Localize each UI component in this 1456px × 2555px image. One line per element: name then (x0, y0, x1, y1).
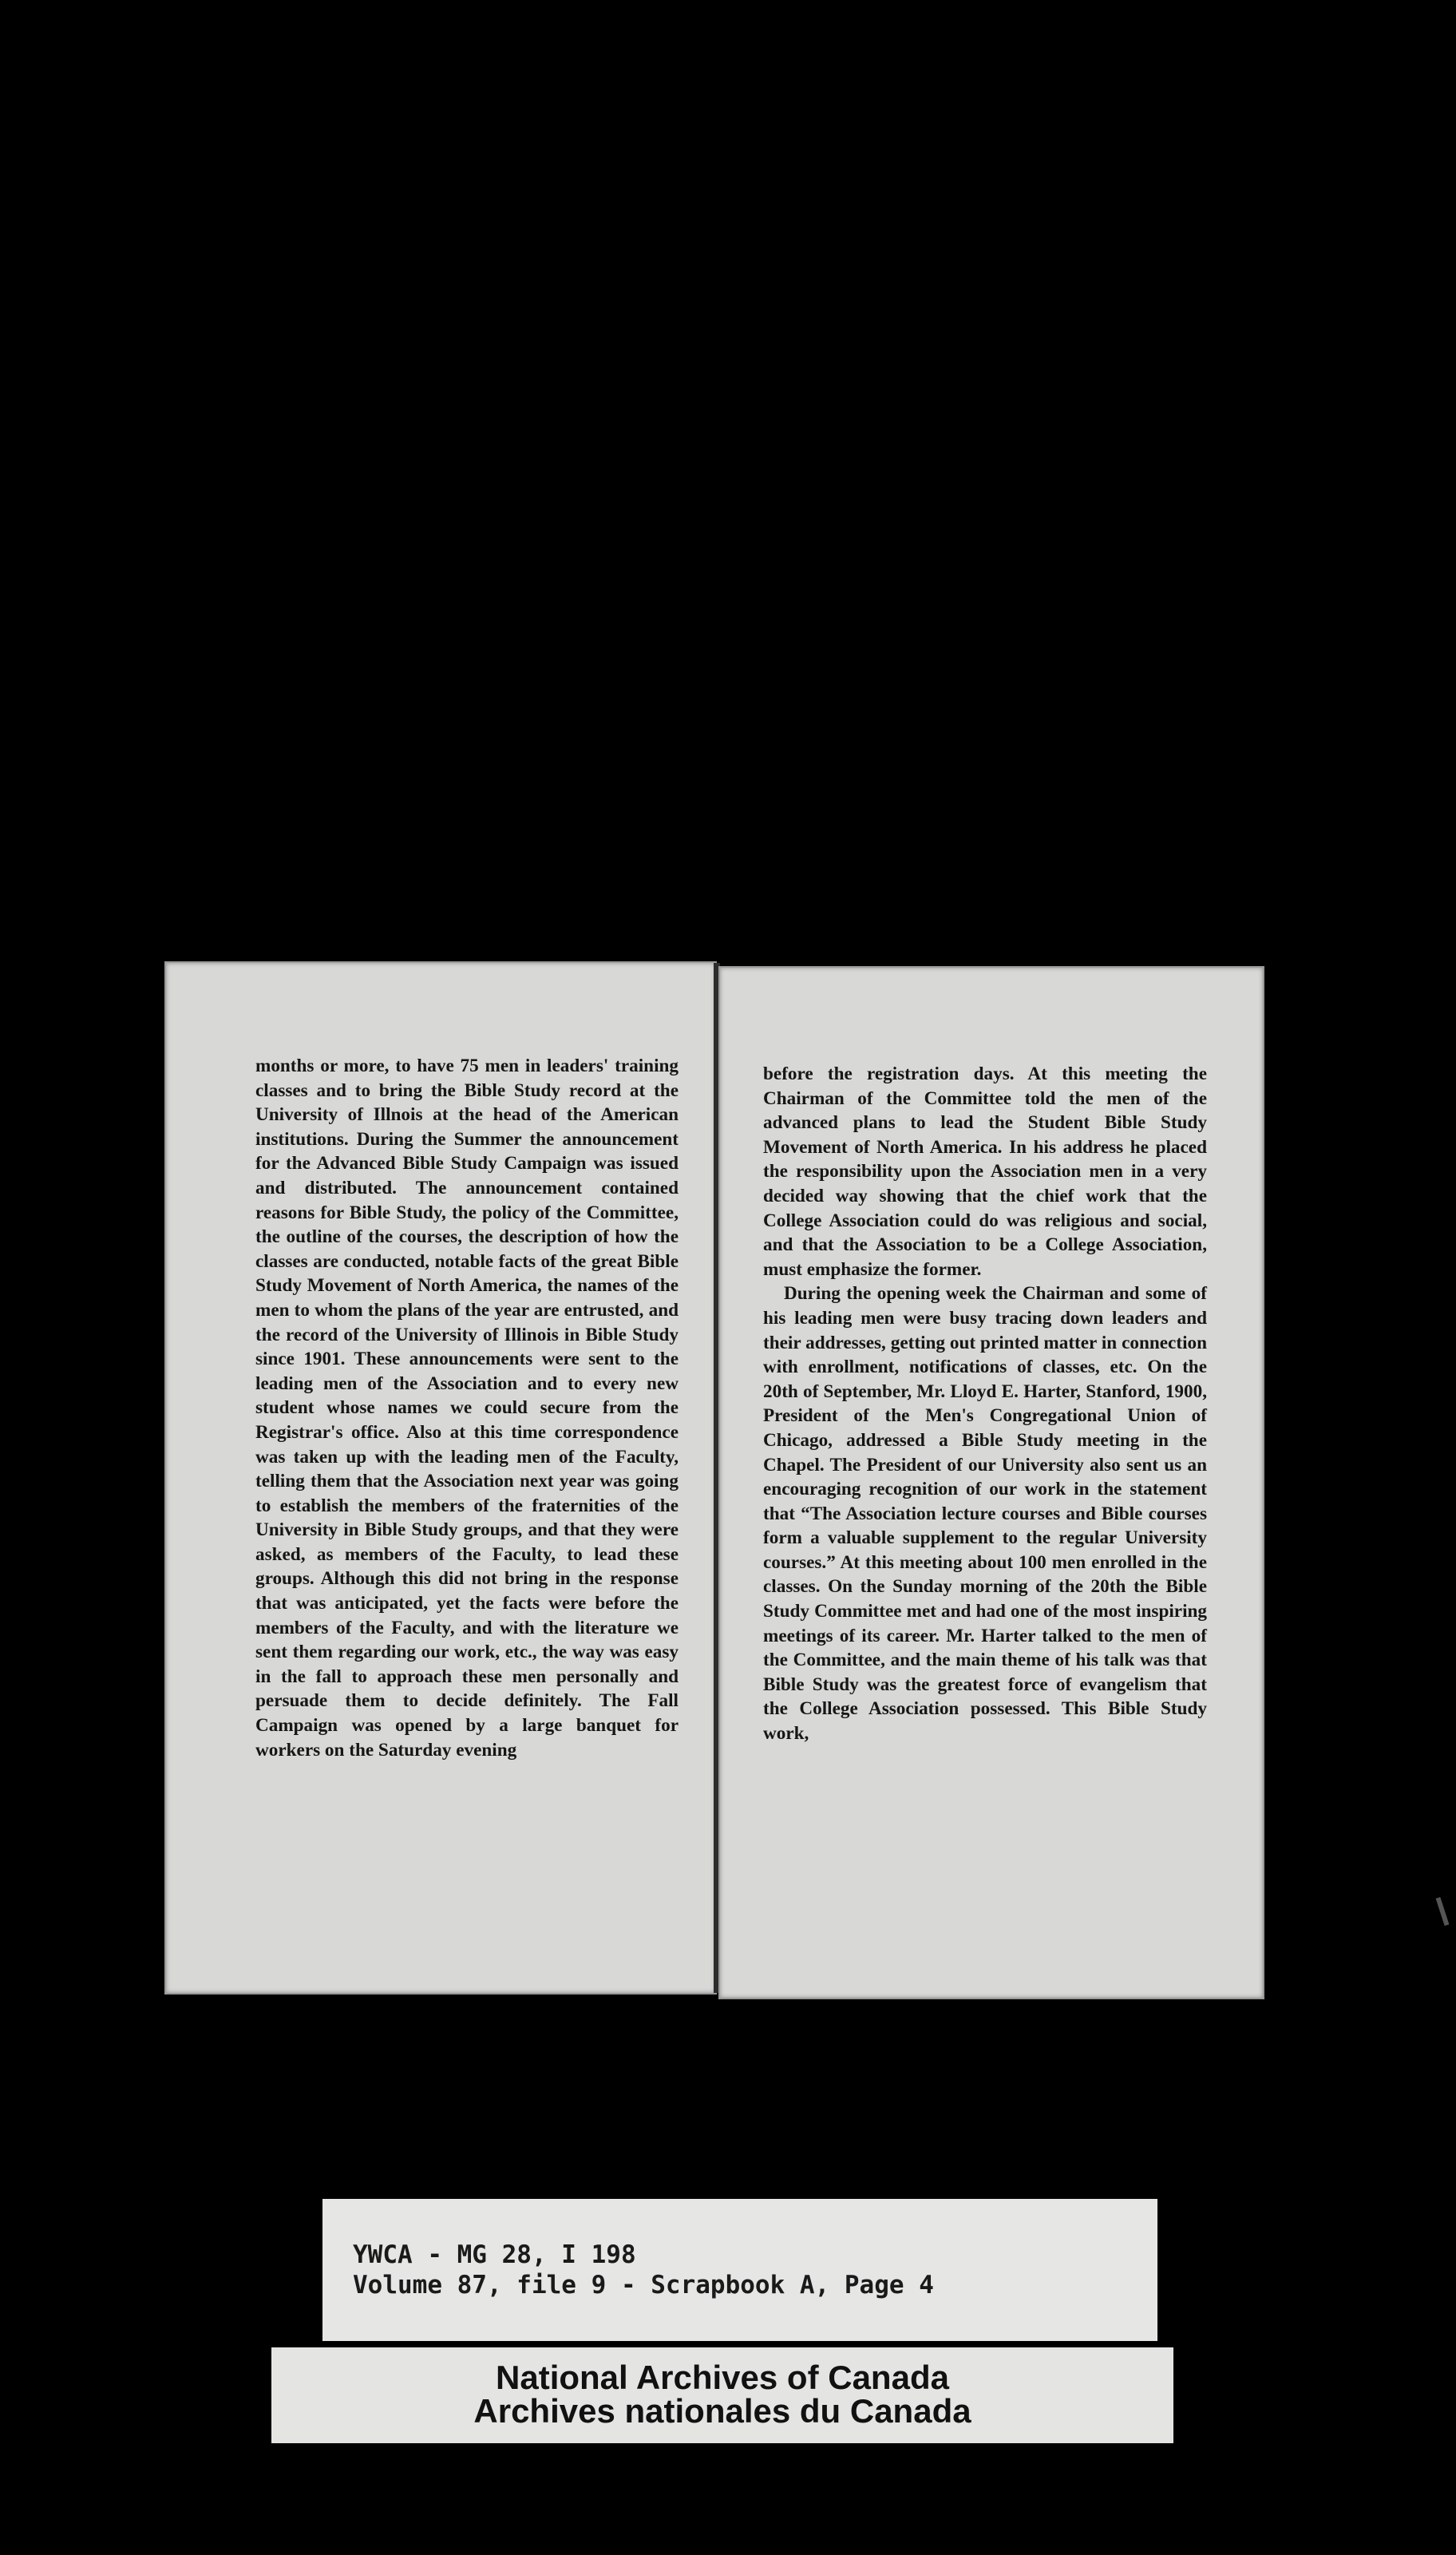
left-page-paragraph-1: months or more, to have 75 men in leaders' training classes and to bring the Bible Study record at the University of Illnois at the head of the American institutions. During the Summer the announcement for the Advanced Bible Study Campaign was issued and distributed. The announcement contained reasons for Bible Study, the policy of the Committee, the outline of the courses, the description of how the classes are conducted, notable facts of the great Bible Study Movement of North America, the names of the men to whom the plans of the year are entrusted, and the record of the University of Illinois in Bible Study since 1901. These announcements were sent to the leading men of the Association and to every new student whose names we could secure from the Registrar's office. Also at this time correspondence was taken up with the leading men of the Faculty, telling them that the Association next year was going to establish the members of the fraternities of the University in Bible Study groups, and that they were asked, as members of the Faculty, to lead these groups. Although this did not bring in the response that was anticipated, yet the facts were before the members of the Faculty, and with the literature we sent them regarding our work, etc., the way was easy in the fall to approach these men personally and persuade them to decide definitely. The Fall Campaign was opened by a large banquet for workers on the Saturday evening (255, 1056, 679, 1761)
archive-reference-line-2: Volume 87, file 9 - Scrapbook A, Page 4 (353, 2271, 934, 2300)
right-page (718, 966, 1264, 1999)
film-edge-mark (1436, 1897, 1450, 1926)
book-spread (160, 958, 1301, 1996)
archive-reference-label (322, 2199, 1157, 2341)
institution-name-english: National Archives of Canada (496, 2359, 949, 2396)
right-page-paragraph-2: During the opening week the Chairman and some of his leading men were busy tracing down leaders and their addresses, getting out printed matter in connection with enrollment, notifications of classes, etc. On the 20th of September, Mr. Lloyd E. Harter, Stanford, 1900, President of the Men's Congregational Union of Chicago, addressed a Bible Study meeting in the Chapel. The President of our University also sent us an encouraging recognition of our work in the statement that “The Association lecture courses and Bible courses form a valuable supplement to the regular University courses.” At this meeting about 100 men enrolled in the classes. On the Sunday morning of the 20th the Bible Study Committee met and had one of the most inspiring meetings of its career. Mr. Harter talked to the men of the Committee, and the main theme of his talk was that Bible Study was the greatest force of evangelism that the College Association possessed. This Bible Study work, (763, 1283, 1207, 1745)
right-page-paragraph-1: before the registration days. At this meeting the Chairman of the Committee told the men of the advanced plans to lead the Student Bible Study Movement of North America. In his address he placed the responsibility upon the Association men in a very decided way showing that the chief work that the College Association could do was religious and social, and that the Association to be a College Association, must emphasize the former. (763, 1064, 1207, 1280)
institution-label (271, 2347, 1173, 2443)
left-page (164, 961, 717, 1994)
institution-name-french: Archives nationales du Canada (473, 2392, 971, 2430)
right-page-text-column (763, 1062, 1207, 1746)
left-page-text-column (255, 1054, 679, 1762)
archive-reference-line-1: YWCA - MG 28, I 198 (353, 2240, 636, 2269)
